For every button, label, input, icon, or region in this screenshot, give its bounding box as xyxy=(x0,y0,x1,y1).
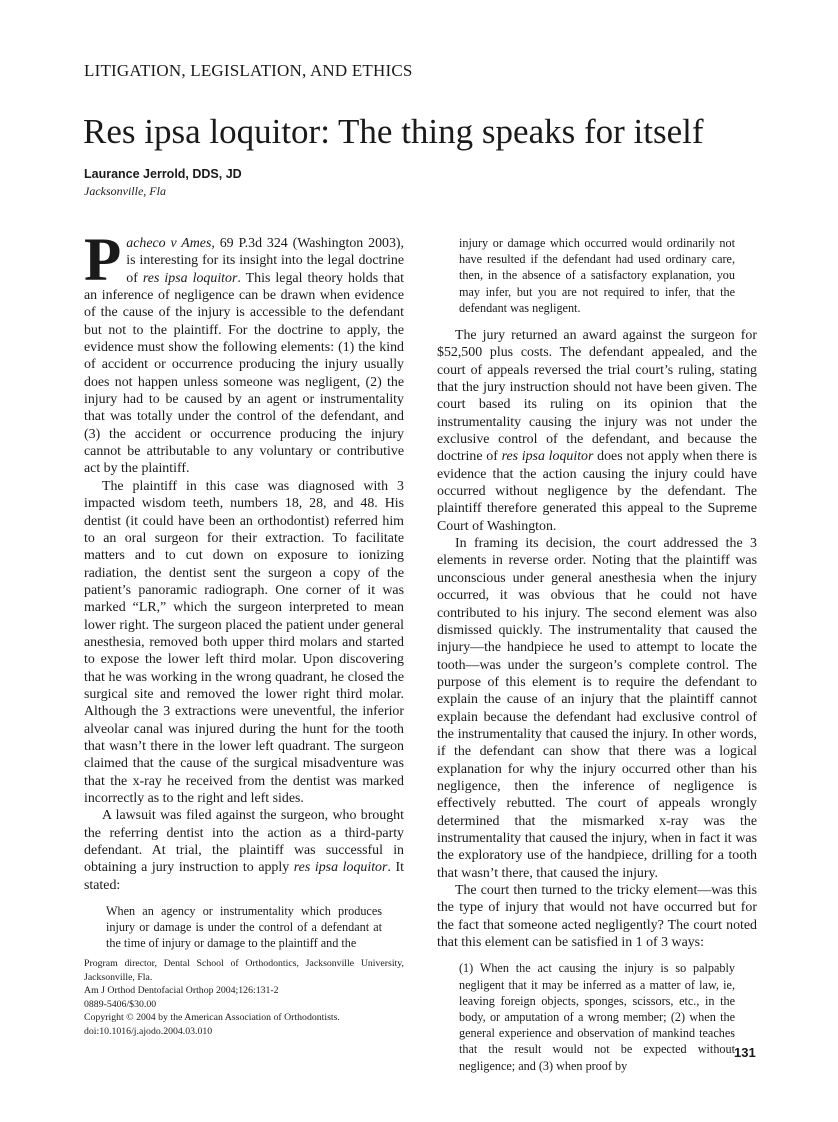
left-column xyxy=(84,227,405,952)
text: The jury returned an award against the surgeon for $52,500 plus costs. The defendant appealed, and the court of appeals reversed the trial court’s ruling, stating that the jury instruction should not have been given. The court based its ruling on its opinion that the instrumentality causing the injury was not under the exclusive control of the defendant, and because the doctrine of xyxy=(437,328,757,465)
doctrine-term: res ipsa loquitor xyxy=(142,270,238,286)
footnote-affiliation: Program director, Dental School of Orthodontics, Jacksonville University, Jacksonville, Fla. xyxy=(84,958,404,983)
footnote-citation: Am J Orthod Dentofacial Orthop 2004;126:131-2 xyxy=(84,985,279,997)
author-name: Laurance Jerrold, DDS, JD xyxy=(84,167,242,181)
author-affiliation: Jacksonville, Fla xyxy=(84,184,166,198)
text: . This legal theory holds that an inference of negligence can be drawn when evidence of the cause of the injury is accessible to the defendant but not to the plaintiff. For the doctrine to apply, the evidence must show the following elements: (1) the kind of accident or occurrence producing the injury usually does not happen unless someone was negligent, (2) the injury had to be caused by an agent or instrumentality that was totally under the control of the defendant, and (3) the accident or occurrence producing the injury cannot be attributable to any voluntary or contributive act by the plaintiff. xyxy=(84,270,405,477)
page-number: 131 xyxy=(734,1045,756,1060)
text: . It stated: xyxy=(84,860,404,893)
footnote-copyright: Copyright © 2004 by the American Association of Orthodontists. xyxy=(84,1012,340,1024)
right-column xyxy=(437,235,757,1074)
doctrine-term: res ipsa loquitor xyxy=(501,449,594,465)
paragraph-facts: The plaintiff in this case was diagnosed with 3 impacted wisdom teeth, numbers 18, 28, and 48. His dentist (it could have been an orthodontist) referred him to an oral surgeon for their extraction. To facilitate matters and to cut down on exposure to ionizing radiation, the dentist sent the surgeon a copy of the patient’s panoramic radiograph. One corner of it was marked “LR,” which the surgeon interpreted to mean lower right. The surgeon placed the patient under general anesthesia, removed both upper third molars and started to expose the lower left third molar. Upon discovering that he was working in the wrong quadrant, he closed the surgical site and removed the lower right third molar. Although the 3 extractions were uneventful, the inferior alveolar canal was injured during the hunt for the tooth that wasn’t there in the lower left quadrant. The surgeon claimed that the cause of the surgical misadventure was that the x-ray he received from the dentist was marked incorrectly as to the right and left sides. xyxy=(84,478,404,806)
article-title: Res ipsa loquitor: The thing speaks for itself xyxy=(83,112,704,151)
doctrine-term: res ipsa loquitor xyxy=(293,860,388,876)
paragraph-tricky-element: The court then turned to the tricky element—was this the type of injury that would not have occurred but for the fact that someone acted negligently? The court noted that this element can be satisfied in 1 of 3 ways: xyxy=(437,883,757,951)
footnote xyxy=(84,957,404,1039)
paragraph-decision: In framing its decision, the court addressed the 3 elements in reverse order. Noting that the plaintiff was unconscious under general anesthesia when the injury occurred, it was obvious that he could not have contributed to his injury. The second element was also dismissed quickly. The instrumentality that caused the injury—the handpiece he used to attempt to locate the tooth—was under the surgeon’s complete control. The purpose of this element is to require the defendant to explain the cause of an injury that the plaintiff cannot explain because the defendant had exclusive control of the instrumentality that caused the injury. In other words, if the defendant can show that there was a logical explanation for why the injury occurred other than his negligence, then the inference of negligence is effectively rebutted. The court of appeals wrongly determined that the mismarked x-ray was the instrumentality that caused the injury, when in fact it was the exploratory use of the handpiece, drilling for a tooth that wasn’t there, that caused the injury. xyxy=(437,536,757,881)
footnote-issn: 0889-5406/$30.00 xyxy=(84,998,157,1010)
paragraph-lawsuit xyxy=(84,807,404,894)
drop-cap: P xyxy=(84,227,122,294)
three-ways-quote: (1) When the act causing the injury is so palpably negligent that it may be inferred as a matter of law, ie, leaving foreign objects, sponges, scissors, etc., in the body, or amputation of a wrong member; (2) when the general experience and observation of mankind teaches that the result would not be expected without negligence; and (3) when proof by xyxy=(459,961,735,1073)
paragraph-appeal xyxy=(437,327,757,535)
jury-instruction-quote-continued: injury or damage which occurred would ordinarily not have resulted if the defendant had used ordinary care, then, in the absence of a satisfactory explanation, you may infer, but you are not required to infer, that the defendant was negligent. xyxy=(459,236,735,315)
jury-instruction-quote: When an agency or instrumentality which produces injury or damage is under the control of a defendant at the time of injury or damage to the plaintiff and the xyxy=(106,904,382,951)
case-name: acheco v Ames xyxy=(126,236,212,251)
footnote-doi: doi:10.1016/j.ajodo.2004.03.010 xyxy=(84,1025,213,1037)
text: , 69 P.3d 324 (Washington 2003), is interesting for its insight into the legal doctrine of xyxy=(126,236,404,286)
section-heading: LITIGATION, LEGISLATION, AND ETHICS xyxy=(84,61,413,80)
text: A lawsuit was filed against the surgeon, who brought the referring dentist into the action as a third-party defendant. At trial, the plaintiff was successful in obtaining a jury instruction to apply xyxy=(84,808,404,876)
paragraph-intro xyxy=(84,227,405,478)
text: does not apply when there is evidence that the action causing the injury could have occurred without negligence by the defendant. The plaintiff therefore generated this appeal to the Supreme Court of Washington. xyxy=(437,449,758,534)
